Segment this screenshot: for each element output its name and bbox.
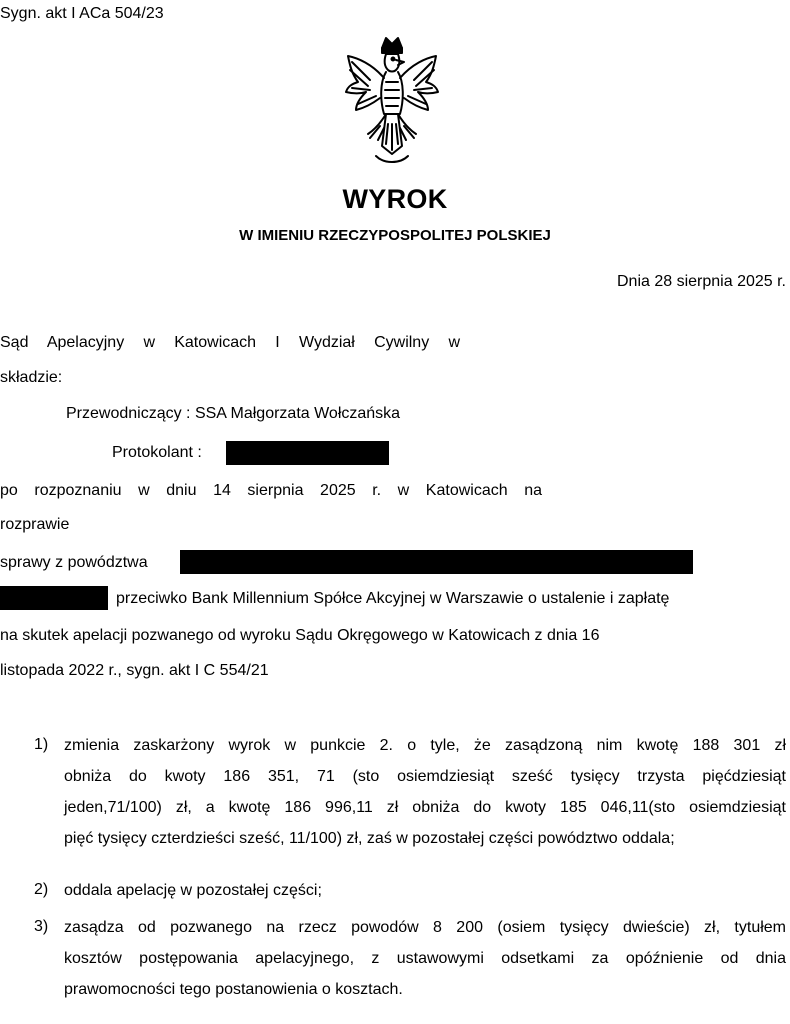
document-subtitle: W IMIENIU RZECZYPOSPOLITEJ POLSKIEJ [239,227,551,244]
eagle-emblem-icon [340,34,444,168]
ruling-line: prawomocności tego postanowienia o kosztach. [64,981,403,998]
hearing-line-3: sprawy z powództwa [0,554,148,571]
ruling-text [64,730,786,854]
case-signature: Sygn. akt I ACa 504/23 [0,5,164,22]
ruling-number: 2) [34,881,49,898]
court-line-2: składzie: [0,369,63,386]
redaction-bar [180,550,693,574]
redaction-bar [0,586,108,610]
ruling-text [64,875,786,906]
ruling-text [64,912,786,1005]
hearing-line-4: przeciwko Bank Millennium Spółce Akcyjnej w Warszawie o ustalenie i zapłatę [116,590,670,607]
hearing-line-6: listopada 2022 r., sygn. akt I C 554/21 [0,662,269,679]
ruling-line: kosztów postępowania apelacyjnego, z ustawowymi odsetkami za opóźnienie od dnia [64,950,786,967]
hearing-line-2: rozprawie [0,516,70,533]
ruling-line: obniża do kwoty 186 351, 71 (sto osiemdziesiąt sześć tysięcy trzysta pięćdziesiąt [64,768,786,785]
judgment-date: Dnia 28 sierpnia 2025 r. [617,273,786,290]
ruling-line: zmienia zaskarżony wyrok w punkcie 2. o tyle, że zasądzoną nim kwotę 188 301 zł [64,737,786,754]
ruling-line: pięć tysięcy czterdzieści sześć, 11/100) zł, zaś w pozostałej części powództwo oddala; [64,830,675,847]
clerk-label: Protokolant : [112,444,202,461]
ruling-line: zasądza od pozwanego na rzecz powodów 8 200 (osiem tysięcy dwieście) zł, tytułem [64,919,786,936]
document-title: WYROK [342,184,448,214]
court-line-1: Sąd Apelacyjny w Katowicach I Wydział Cywilny w [0,334,460,351]
ruling-line: oddala apelację w pozostałej części; [64,882,322,899]
hearing-line-1: po rozpoznaniu w dniu 14 sierpnia 2025 r. w Katowicach na [0,482,542,499]
ruling-number: 1) [34,736,49,753]
ruling-number: 3) [34,918,49,935]
presiding-judge: Przewodniczący : SSA Małgorzata Wołczańska [66,405,401,422]
hearing-line-5: na skutek apelacji pozwanego od wyroku Sądu Okręgowego w Katowicach z dnia 16 [0,627,600,644]
ruling-line: jeden,71/100) zł, a kwotę 186 996,11 zł obniża do kwoty 185 046,11(sto osiemdziesiąt [64,799,786,816]
redaction-bar [226,441,389,465]
